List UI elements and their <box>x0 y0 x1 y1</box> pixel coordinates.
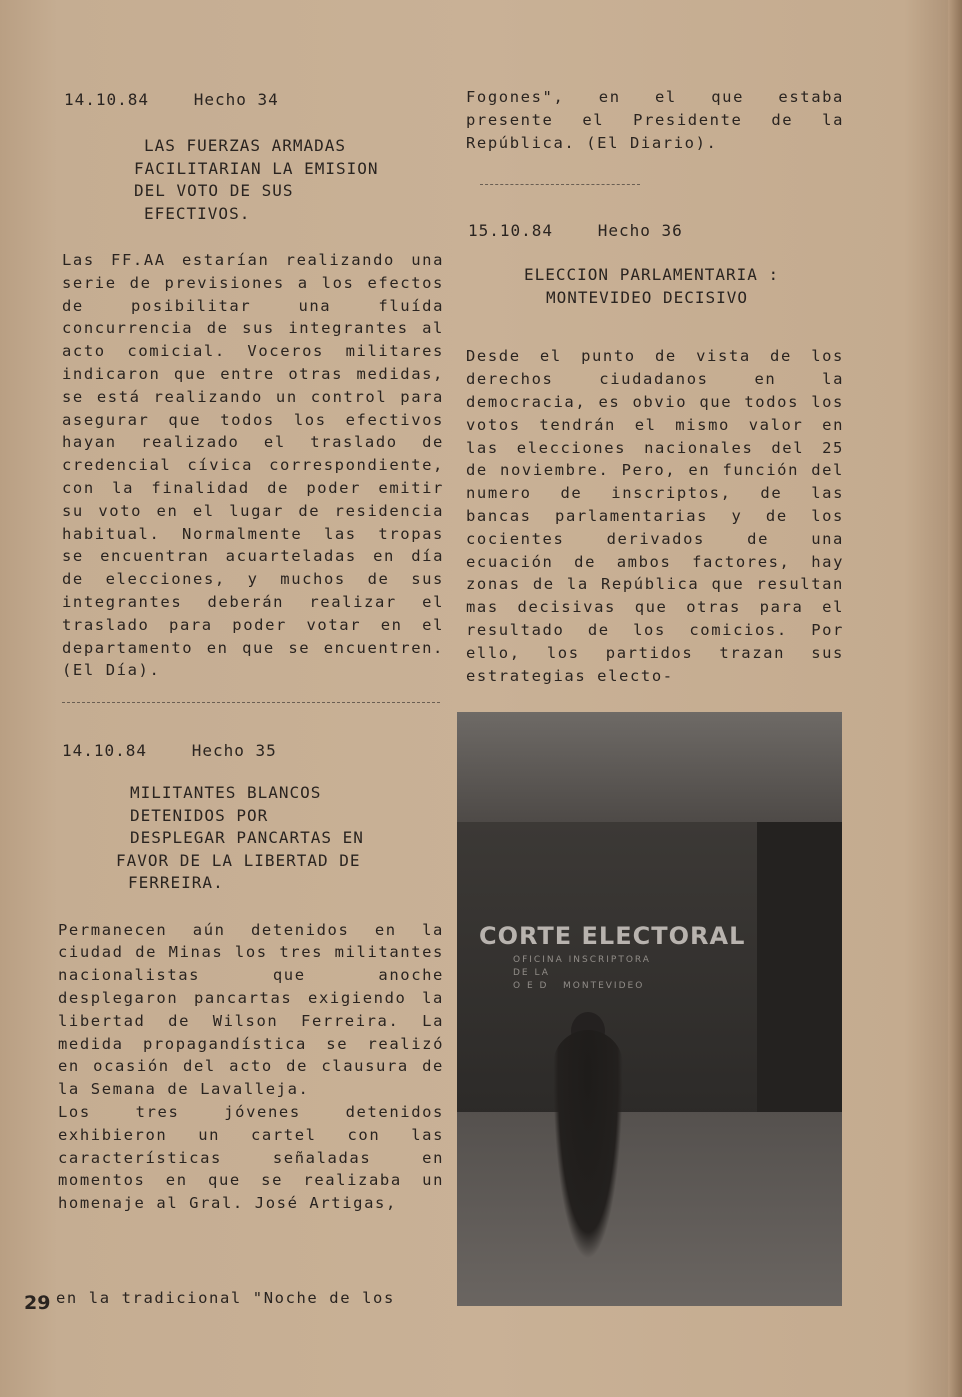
article34-label: Hecho 34 <box>193 90 279 109</box>
photo-sidewalk <box>457 1112 842 1306</box>
article35-body-p1: Permanecen aún detenidos en la ciudad de Minas los tres militantes nacionalistas que anoche desplegaron pancartas exigiendo la libertad de Wilson Ferreira. La medida propagandística se realizó en ocasión del acto de clausura de la Semana de Lavalleja. <box>58 920 444 1099</box>
photo-upper-area <box>457 712 842 822</box>
article35-date: 14.10.84 <box>62 741 148 761</box>
article36-title-line: ELECCION PARLAMENTARIA : <box>524 265 780 285</box>
article36-title-line: MONTEVIDEO DECISIVO <box>546 287 749 307</box>
article34-title-line: LAS FUERZAS ARMADAS <box>144 136 347 155</box>
polling-office-photo <box>457 712 842 1306</box>
photo-sign-text: CORTE ELECTORAL <box>479 922 746 950</box>
right-column <box>466 86 844 687</box>
article36-title <box>524 264 844 309</box>
article35-title <box>116 782 444 895</box>
article34-title-line: DEL VOTO DE SUS <box>134 181 294 200</box>
article36-header <box>468 221 844 240</box>
section-divider <box>62 702 440 703</box>
article35-title-line: MILITANTES BLANCOS <box>130 783 322 803</box>
article35-body-p2: Los tres jóvenes detenidos exhibieron un cartel con las características señaladas en momentos en que se realizaba un homenaje al Gral. José Artigas, <box>58 1103 444 1213</box>
article34-date: 14.10.84 <box>64 90 150 109</box>
article35-label: Hecho 35 <box>191 741 277 761</box>
page-edge-shadow <box>948 0 962 1397</box>
continuation-text: Fogones", en el que estaba presente el Presidente de la República. (El Diario). <box>466 88 844 152</box>
article34-title-line: FACILITARIAN LA EMISION <box>134 158 379 178</box>
article34-header <box>64 90 444 109</box>
article34-title-line: EFECTIVOS. <box>144 203 251 223</box>
article36-date: 15.10.84 <box>468 221 554 241</box>
article35-last-line: en la tradicional "Noche de los <box>56 1289 395 1307</box>
page-number: 29 <box>24 1292 51 1314</box>
photo-person-figure <box>553 1030 623 1260</box>
article34-title <box>134 135 444 225</box>
article36-label: Hecho 36 <box>597 221 683 241</box>
photo-doorway <box>757 822 842 1122</box>
left-column <box>58 90 444 1215</box>
article34-body: Las FF.AA estarían realizando una serie de previsiones a los efectos de posibilitar una fluída concurrencia de sus integrantes al acto comicial. Voceros militares indicaron que entre otras medidas, se está realizando un control para asegurar que todos los efectivos hayan realizado el traslado de credencial cívica correspondiente, con la finalidad de poder emitir su voto en el lugar de residencia habitual. Normalmente las tropas se encuentran acuarteladas en día de elecciones, y muchos de sus integrantes deberán realizar el traslado para poder votar en el departamento en que se encuentren. (El Día). <box>62 251 444 680</box>
article36-body: Desde el punto de vista de los derechos ciudadanos en la democracia, es obvio que todos los votos tendrán el mismo valor en las elecciones nacionales del 25 de noviembre. Pero, en función del numero de inscriptos, de las bancas parlamentarias y de los cocientes derivados de una ecuación de ambos factores, hay zonas de la República que resultan mas decisivas que otras para el resultado de los comicios. Por ello, los partidos trazan sus estrategias electo- <box>466 347 844 685</box>
article35-header <box>62 741 444 760</box>
article35-title-line: FAVOR DE LA LIBERTAD DE <box>116 850 361 870</box>
article35-title-line: DETENIDOS POR <box>130 805 269 825</box>
section-divider <box>480 184 640 185</box>
article35-title-line: FERREIRA. <box>128 873 224 893</box>
article35-title-line: DESPLEGAR PANCARTAS EN <box>130 828 364 848</box>
photo-sign-subtext: OFICINA INSCRIPTORA DE LA O E D MONTEVIDEO <box>513 955 651 991</box>
